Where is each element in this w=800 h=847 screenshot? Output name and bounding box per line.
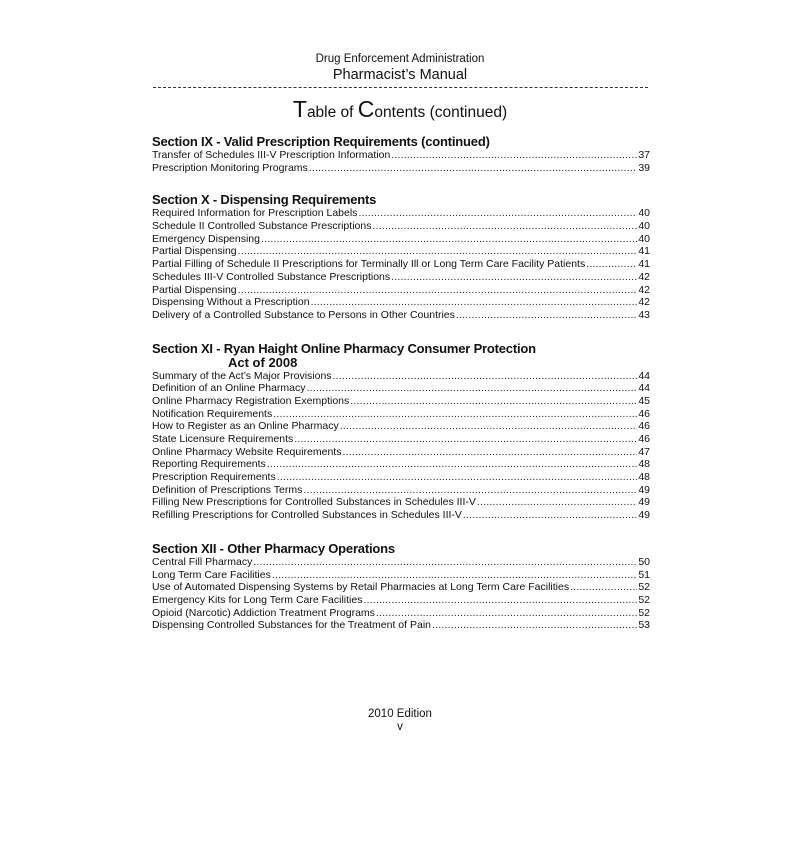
entry-label: Opioid (Narcotic) Addiction Treatment Programs [152, 606, 375, 619]
entry-label: Online Pharmacy Website Requirements [152, 445, 342, 458]
entry-page: 48 [638, 471, 650, 484]
toc-entry[interactable] [152, 471, 650, 484]
section-heading-continued: Act of 2008 [228, 354, 298, 370]
dot-leader [477, 496, 637, 509]
entry-label: Summary of the Act’s Major Provisions [152, 369, 332, 382]
toc-entry[interactable] [152, 162, 650, 175]
entry-label: Emergency Kits for Long Term Care Facilities [152, 593, 363, 606]
toc-entry[interactable] [152, 258, 650, 271]
entry-label: Filling New Prescriptions for Controlled Substances in Schedules III-V [152, 496, 476, 509]
toc-entry[interactable] [152, 395, 650, 408]
dot-leader [277, 471, 637, 484]
dot-leader [376, 607, 637, 620]
toc-entry[interactable] [152, 556, 650, 569]
toc-entry[interactable] [152, 309, 650, 322]
entry-label: How to Register as an Online Pharmacy [152, 420, 339, 433]
entry-label: Schedules III-V Controlled Substance Prescriptions [152, 270, 391, 283]
dot-leader [372, 220, 637, 233]
dot-leader [432, 619, 637, 632]
entry-page: 40 [638, 232, 650, 245]
toc-entry[interactable] [152, 408, 650, 421]
dot-leader [309, 162, 637, 175]
toc-entry[interactable] [152, 370, 650, 383]
section-heading: Section X - Dispensing Requirements [152, 192, 377, 208]
entry-label: Partial Dispensing [152, 283, 237, 296]
title-part-1: able of [306, 104, 358, 121]
entry-label: Definition of Prescriptions Terms [152, 483, 303, 496]
entry-page: 46 [638, 433, 650, 445]
entry-page: 50 [638, 555, 650, 568]
section-x [152, 192, 650, 321]
entry-label: Reporting Requirements [152, 458, 266, 471]
entry-page: 41 [638, 258, 650, 271]
entry-label: Notification Requirements [152, 407, 273, 420]
toc-entry[interactable] [152, 509, 650, 522]
entry-label: Transfer of Schedules III-V Prescription Information [152, 149, 391, 161]
toc-entry[interactable] [152, 207, 650, 220]
section-xi [152, 341, 650, 522]
entry-label: Schedule II Controlled Substance Prescriptions [152, 220, 372, 233]
toc-entry[interactable] [152, 420, 650, 433]
title-initial-t: T [292, 96, 307, 122]
entry-label: Refilling Prescriptions for Controlled Substances in Schedules III-V [152, 509, 462, 522]
edition-label: 2010 Edition [368, 708, 432, 720]
toc-entry[interactable] [152, 569, 650, 582]
toc-entry[interactable] [152, 233, 650, 246]
dot-leader [294, 433, 637, 446]
section-heading: Section IX - Valid Prescription Requirements (continued) [152, 134, 490, 149]
dot-leader [391, 149, 637, 162]
entry-page: 49 [638, 496, 650, 509]
entry-label: Use of Automated Dispensing Systems by Retail Pharmacies at Long Term Care Facilities [152, 581, 570, 594]
entry-page: 49 [638, 483, 650, 496]
entry-page: 47 [638, 445, 650, 458]
entry-page: 51 [638, 568, 650, 581]
dot-leader [307, 382, 638, 395]
dot-leader [273, 408, 637, 421]
section-xii [152, 541, 650, 632]
page-title [0, 96, 800, 126]
toc-entry[interactable] [152, 271, 650, 284]
toc-entry[interactable] [152, 284, 650, 297]
section-heading: Section XII - Other Pharmacy Operations [152, 540, 395, 556]
dot-leader [261, 233, 637, 246]
agency-name: Drug Enforcement Administration [315, 53, 485, 65]
entry-page: 53 [638, 619, 650, 632]
dot-leader [342, 446, 637, 459]
dot-leader [303, 484, 637, 497]
page-number: v [397, 721, 403, 733]
entry-label: Long Term Care Facilities [152, 568, 271, 581]
entry-page: 40 [638, 220, 650, 233]
toc-entry[interactable] [152, 149, 650, 162]
title-initial-c: C [357, 96, 375, 122]
entry-label: Partial Filling of Schedule II Prescriptions for Terminally Ill or Long Term Care Facility Patients [152, 258, 586, 271]
entry-label: Dispensing Controlled Substances for the Treatment of Pain [152, 619, 431, 632]
entry-page: 44 [638, 382, 650, 395]
entry-page: 40 [638, 207, 650, 220]
entry-page: 42 [638, 296, 650, 309]
dot-leader [311, 296, 637, 309]
entry-label: Required Information for Prescription Labels [152, 207, 358, 220]
entry-label: Online Pharmacy Registration Exemptions [152, 394, 350, 407]
entry-label: Definition of an Online Pharmacy [152, 382, 306, 395]
dot-leader [333, 370, 637, 383]
toc-entry[interactable] [152, 382, 650, 395]
toc-entry[interactable] [152, 619, 650, 632]
toc-entry[interactable] [152, 496, 650, 509]
entry-label: State Licensure Requirements [152, 433, 294, 445]
entry-page: 41 [638, 245, 650, 258]
entry-label: Central Fill Pharmacy [152, 555, 253, 568]
section-ix [152, 134, 650, 174]
entry-label: Prescription Requirements [152, 471, 276, 484]
entry-label: Emergency Dispensing [152, 232, 260, 245]
dot-leader [267, 458, 637, 471]
entry-label: Delivery of a Controlled Substance to Persons in Other Countries [152, 308, 455, 321]
toc-entry[interactable] [152, 484, 650, 497]
dot-leader [238, 284, 637, 297]
dot-leader [586, 258, 637, 271]
entry-page: 42 [638, 283, 650, 296]
entry-page: 39 [638, 161, 650, 174]
entry-page: 46 [638, 407, 650, 420]
toc-entry[interactable] [152, 433, 650, 446]
entry-page: 48 [638, 458, 650, 471]
toc-entry[interactable] [152, 245, 650, 258]
dot-leader [358, 207, 637, 220]
toc-entry[interactable] [152, 581, 650, 594]
entry-page: 45 [638, 394, 650, 407]
dot-leader [363, 594, 637, 607]
entry-label: Dispensing Without a Prescription [152, 296, 310, 309]
entry-page: 52 [638, 593, 650, 606]
toc-entry[interactable] [152, 446, 650, 459]
dot-leader [238, 245, 637, 258]
entry-page: 42 [638, 270, 650, 283]
section-heading: Section XI - Ryan Haight Online Pharmacy Consumer Protection [152, 340, 536, 356]
dot-leader [391, 271, 637, 284]
dot-leader [463, 509, 637, 522]
entry-page: 52 [638, 581, 650, 594]
entry-page: 44 [638, 369, 650, 382]
entry-label: Partial Dispensing [152, 245, 237, 258]
dot-leader [570, 581, 637, 594]
dot-leader [350, 395, 637, 408]
entry-page: 46 [638, 420, 650, 433]
dot-leader [253, 556, 637, 569]
table-of-contents [152, 134, 650, 632]
toc-entry[interactable] [152, 220, 650, 233]
dot-leader [272, 569, 637, 582]
toc-entry[interactable] [152, 296, 650, 309]
manual-title: Pharmacist’s Manual [332, 67, 468, 83]
header-divider [153, 87, 648, 88]
title-part-2: ontents (continued) [374, 104, 508, 121]
toc-entry[interactable] [152, 607, 650, 620]
dot-leader [456, 309, 637, 322]
entry-label: Prescription Monitoring Programs [152, 161, 308, 174]
toc-entry[interactable] [152, 594, 650, 607]
entry-page: 52 [638, 606, 650, 619]
entry-page: 49 [638, 509, 650, 522]
entry-page: 43 [638, 308, 650, 321]
toc-entry[interactable] [152, 458, 650, 471]
dot-leader [340, 420, 637, 433]
entry-page: 37 [638, 149, 650, 161]
